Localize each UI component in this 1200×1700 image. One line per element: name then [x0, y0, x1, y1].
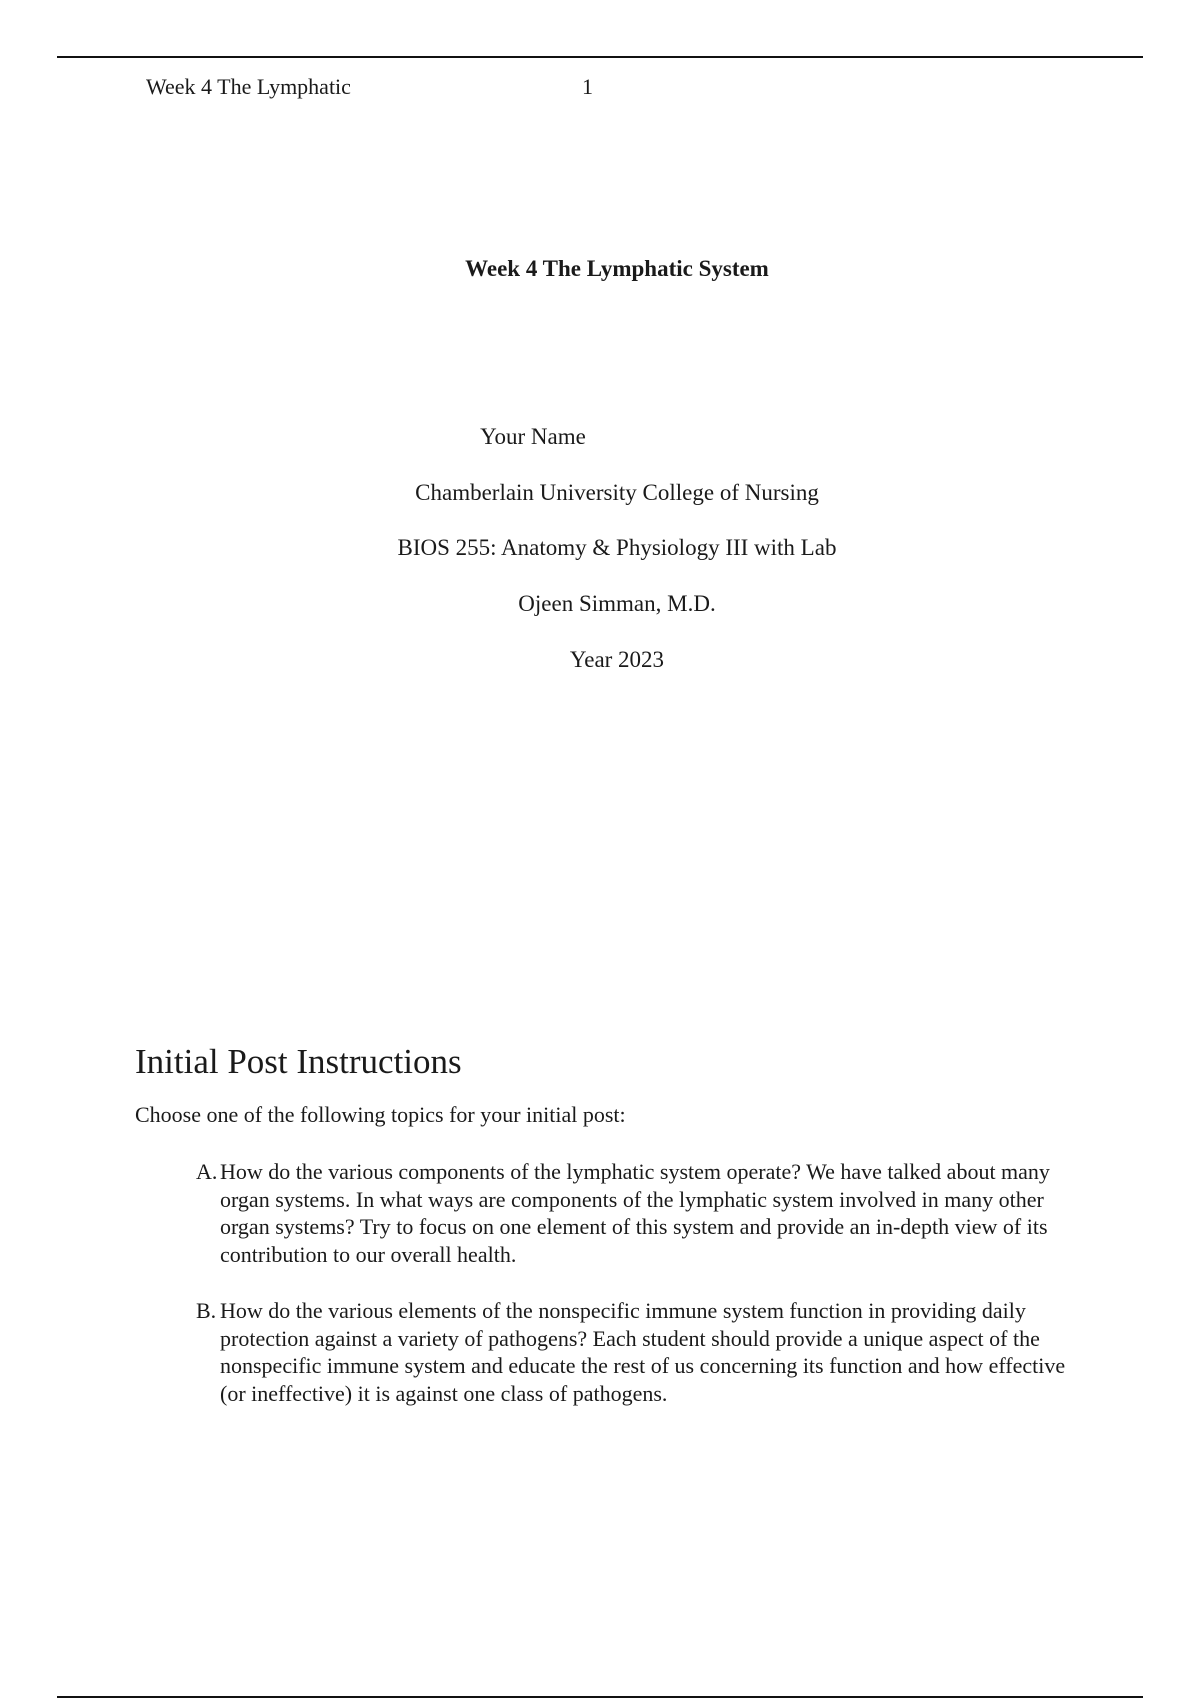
topic-list-a — [196, 1158, 1096, 1268]
instructions-intro: Choose one of the following topics for your initial post: — [135, 1102, 626, 1127]
bottom-rule — [57, 1696, 1143, 1698]
running-head: Week 4 The Lymphatic — [146, 74, 351, 99]
list-marker: B. — [196, 1298, 217, 1323]
list-item — [196, 1158, 1096, 1268]
instructor-name: Ojeen Simman, M.D. — [518, 591, 716, 616]
list-item — [196, 1297, 1096, 1407]
page-number: 1 — [582, 74, 593, 99]
date: Year 2023 — [569, 647, 665, 672]
author-name: Your Name — [480, 424, 586, 449]
course-name: BIOS 255: Anatomy & Physiology III with Lab — [397, 535, 837, 560]
list-marker: A. — [196, 1159, 218, 1184]
top-rule — [57, 56, 1143, 58]
paper-title: Week 4 The Lymphatic System — [465, 256, 769, 281]
list-item-text: How do the various components of the lymphatic system operate? We have talked about many organ systems. In what ways are components of the lymphatic system involved in many other organ systems? Try to focus on one element of this system and provide an in-depth view of its contribution to our overall health. — [220, 1159, 1050, 1267]
topic-list-b — [196, 1297, 1096, 1407]
section-heading: Initial Post Instructions — [135, 1042, 462, 1081]
institution: Chamberlain University College of Nursing — [415, 480, 819, 505]
list-item-text: How do the various elements of the nonspecific immune system function in providing daily protection against a variety of pathogens? Each student should provide a unique aspect of the nonspecific immune system and educate the rest of us concerning its function and how effective (or ineffective) it is against one class of pathogens. — [220, 1298, 1066, 1406]
